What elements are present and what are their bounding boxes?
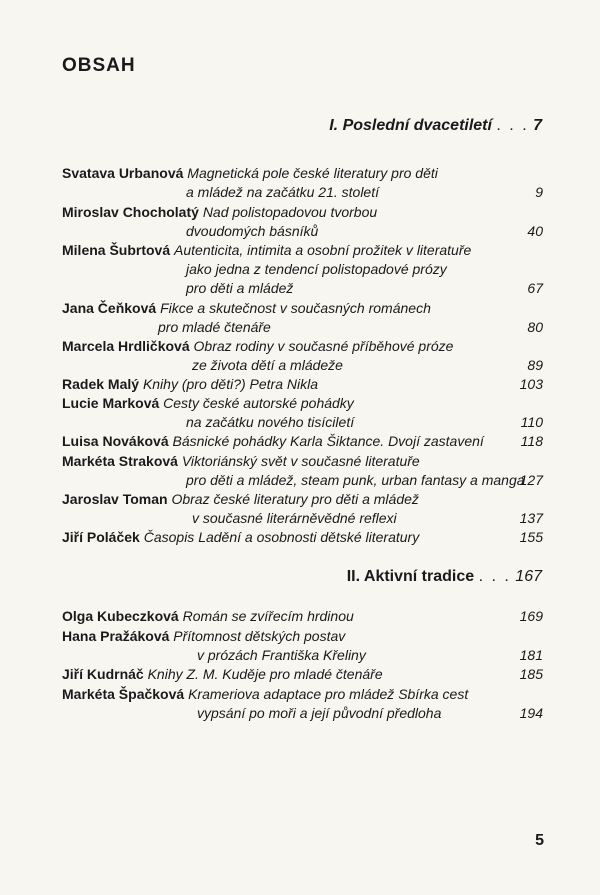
entry-page: 80 bbox=[527, 319, 543, 335]
entry-title: Viktoriánský svět v současné literatuře bbox=[181, 453, 420, 469]
entry-page: 118 bbox=[520, 433, 543, 449]
entry-author: Jiří Poláček bbox=[62, 529, 140, 545]
entry-author: Miroslav Chocholatý bbox=[62, 204, 199, 220]
entry-title: Román se zvířecím hrdinou bbox=[182, 608, 354, 624]
entry-author: Jiří Kudrnáč bbox=[62, 666, 144, 682]
toc-entry bbox=[62, 685, 543, 723]
toc-entry bbox=[62, 394, 543, 432]
toc-entry bbox=[62, 665, 543, 684]
entry-title: Knihy (pro děti?) Petra Nikla bbox=[142, 376, 319, 392]
toc-entry bbox=[62, 299, 543, 337]
entry-title-cont: jako jedna z tendencí polistopadové prózy bbox=[186, 261, 447, 277]
entry-title: Fikce a skutečnost v současných románech bbox=[160, 300, 431, 316]
entry-title: Nad polistopadovou tvorbou bbox=[202, 204, 378, 220]
entry-page: 181 bbox=[519, 647, 543, 663]
entry-page: 103 bbox=[519, 376, 543, 392]
entry-author: Radek Malý bbox=[62, 376, 140, 392]
entry-title-cont: a mládež na začátku 21. století bbox=[186, 184, 379, 200]
toc-entry bbox=[62, 452, 543, 490]
entry-author: Jaroslav Toman bbox=[62, 491, 168, 507]
section-title: I. Poslední dvacetiletí bbox=[329, 117, 492, 134]
entry-title: Krameriova adaptace pro mládež Sbírka cest bbox=[188, 686, 469, 702]
entry-title-cont: v současné literárněvědné reflexi bbox=[192, 510, 397, 526]
entry-page: 40 bbox=[527, 223, 543, 239]
toc-entry bbox=[62, 203, 543, 241]
entry-author: Svatava Urbanová bbox=[62, 165, 184, 181]
page-number: 5 bbox=[535, 832, 544, 849]
toc-entry bbox=[62, 241, 543, 298]
entry-title-cont: v prózách Františka Křeliny bbox=[197, 647, 366, 663]
entry-title: Magnetická pole české literatury pro děti bbox=[187, 165, 438, 181]
entry-title: Obraz rodiny v současné příběhové próze bbox=[193, 338, 454, 354]
entry-title: Přítomnost dětských postav bbox=[173, 628, 346, 644]
section-heading-1 bbox=[329, 117, 542, 135]
entry-author: Milena Šubrtová bbox=[62, 242, 171, 258]
toc-entry bbox=[62, 337, 543, 375]
toc-entry bbox=[62, 528, 543, 547]
entry-title-cont: ze života dětí a mládeže bbox=[192, 357, 343, 373]
entry-title-cont: dvoudomých básníků bbox=[186, 223, 319, 239]
toc-entry bbox=[62, 607, 543, 626]
entry-author: Lucie Marková bbox=[62, 395, 160, 411]
entry-title-cont: pro děti a mládež, steam punk, urban fantasy a manga bbox=[186, 472, 525, 488]
entry-page: 9 bbox=[535, 184, 543, 200]
entry-title: Obraz české literatury pro děti a mládež bbox=[171, 491, 419, 507]
entry-page: 110 bbox=[520, 414, 543, 430]
entry-title: Cesty české autorské pohádky bbox=[163, 395, 354, 411]
entry-author: Marcela Hrdličková bbox=[62, 338, 190, 354]
section-heading-2 bbox=[347, 568, 542, 586]
entry-page: 169 bbox=[519, 608, 543, 624]
entry-title: Časopis Ladění a osobnosti dětské literatury bbox=[143, 529, 420, 545]
entry-title-cont: pro mladé čtenáře bbox=[158, 319, 271, 335]
entry-title-cont: na začátku nového tisíciletí bbox=[186, 414, 355, 430]
toc-entry bbox=[62, 164, 543, 202]
leader-dots: . . . bbox=[496, 117, 529, 134]
entry-author: Luisa Nováková bbox=[62, 433, 169, 449]
toc-entry bbox=[62, 490, 543, 528]
entry-page: 137 bbox=[519, 510, 543, 526]
leader-dots: . . . bbox=[478, 568, 511, 585]
entry-author: Hana Pražáková bbox=[62, 628, 170, 644]
entry-title: Autenticita, intimita a osobní prožitek v literatuře bbox=[174, 242, 472, 258]
section-page: 7 bbox=[533, 117, 542, 134]
entry-page: 127 bbox=[519, 472, 543, 488]
section-title: II. Aktivní tradice bbox=[346, 568, 475, 585]
toc-entry bbox=[62, 375, 543, 394]
entry-title-cont: vypsání po moři a její původní předloha bbox=[197, 705, 442, 721]
entry-title: Knihy Z. M. Kuděje pro mladé čtenáře bbox=[147, 666, 383, 682]
entry-page: 155 bbox=[519, 529, 543, 545]
toc-entry bbox=[62, 627, 543, 665]
entry-author: Olga Kubeczková bbox=[62, 608, 179, 624]
contents-heading: OBSAH bbox=[62, 55, 136, 76]
entry-page: 194 bbox=[519, 705, 543, 721]
entry-author: Markéta Špačková bbox=[62, 686, 185, 702]
entry-author: Jana Čeňková bbox=[62, 300, 157, 316]
section-page: 167 bbox=[515, 568, 542, 585]
entry-page: 67 bbox=[527, 280, 543, 296]
entry-title-cont: pro děti a mládež bbox=[186, 280, 294, 296]
entry-title: Básnické pohádky Karla Šiktance. Dvojí zastavení bbox=[172, 433, 484, 449]
toc-entry bbox=[62, 432, 543, 451]
entry-author: Markéta Straková bbox=[62, 453, 178, 469]
entry-page: 89 bbox=[527, 357, 543, 373]
entry-page: 185 bbox=[519, 666, 543, 682]
